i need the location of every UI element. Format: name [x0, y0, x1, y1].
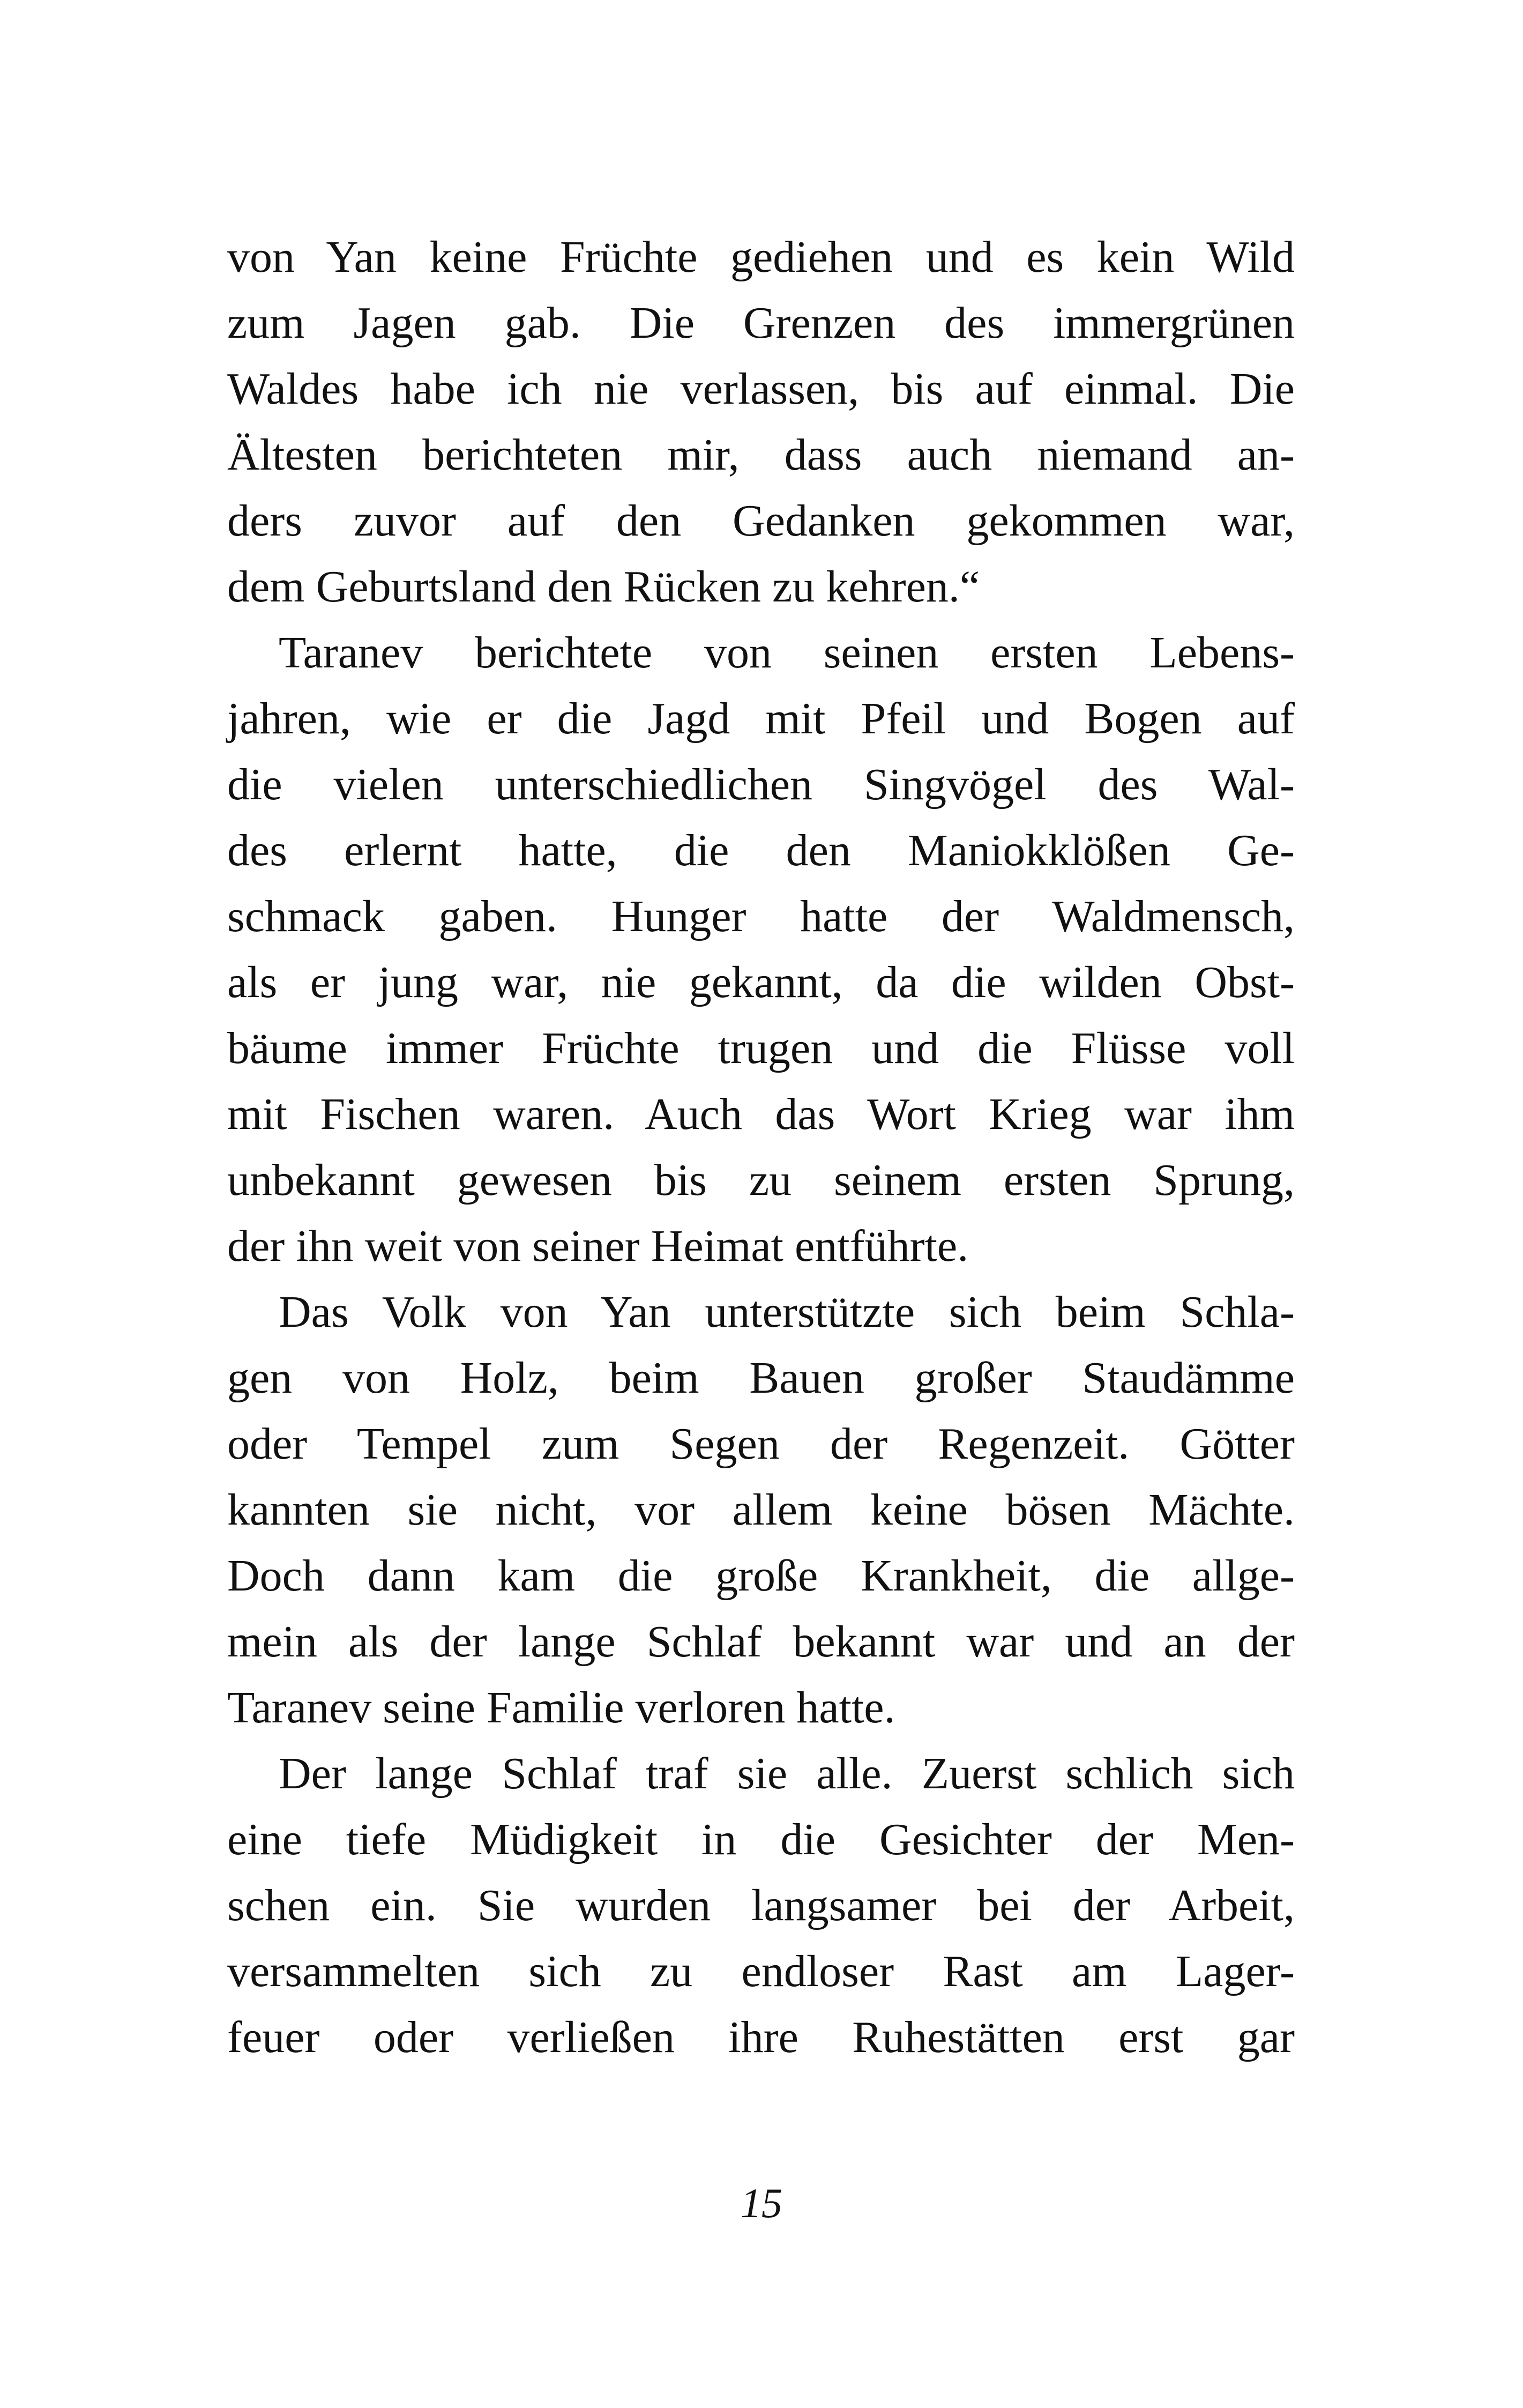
text-line: mit Fischen waren. Auch das Wort Krieg war ihm — [227, 1089, 1295, 1139]
text-line: des erlernt hatte, die den Maniokklößen Ge- — [227, 826, 1295, 875]
text-line: die vielen unterschiedlichen Singvögel des Wal- — [227, 760, 1295, 809]
text-line: Waldes habe ich nie verlassen, bis auf einmal. Die — [227, 364, 1295, 414]
text-line: jahren, wie er die Jagd mit Pfeil und Bogen auf — [227, 694, 1295, 744]
text-line: gen von Holz, beim Bauen großer Staudämme — [227, 1353, 1295, 1403]
page-number: 15 — [741, 2180, 782, 2226]
text-line: ders zuvor auf den Gedanken gekommen war, — [227, 496, 1295, 546]
text-line: dem Geburtsland den Rücken zu kehren.“ — [227, 562, 980, 612]
text-line: zum Jagen gab. Die Grenzen des immergrünen — [227, 298, 1295, 348]
text-line: Das Volk von Yan unterstützte sich beim Schla- — [279, 1287, 1295, 1337]
text-line: mein als der lange Schlaf bekannt war und an der — [227, 1617, 1295, 1667]
text-line: schmack gaben. Hunger hatte der Waldmensch, — [227, 891, 1295, 941]
text-line: eine tiefe Müdigkeit in die Gesichter der Men- — [227, 1815, 1295, 1864]
text-line: Der lange Schlaf traf sie alle. Zuerst schlich sich — [279, 1749, 1295, 1798]
text-line: unbekannt gewesen bis zu seinem ersten Sprung, — [227, 1155, 1295, 1205]
body-text — [227, 224, 1295, 2070]
text-line: bäume immer Früchte trugen und die Flüsse voll — [227, 1023, 1295, 1073]
text-line: Ältesten berichteten mir, dass auch niemand an- — [227, 430, 1295, 480]
text-line: von Yan keine Früchte gediehen und es kein Wild — [227, 232, 1295, 282]
text-line: Doch dann kam die große Krankheit, die allge- — [227, 1551, 1295, 1601]
text-line: oder Tempel zum Segen der Regenzeit. Götter — [227, 1419, 1295, 1469]
text-line: schen ein. Sie wurden langsamer bei der Arbeit, — [227, 1881, 1295, 1930]
text-line: Taranev berichtete von seinen ersten Lebens- — [279, 628, 1295, 678]
text-line: versammelten sich zu endloser Rast am Lager- — [227, 1946, 1295, 1996]
text-line: als er jung war, nie gekannt, da die wilden Obst- — [227, 957, 1295, 1007]
text-line: der ihn weit von seiner Heimat entführte. — [227, 1221, 969, 1271]
text-line: feuer oder verließen ihre Ruhestätten erst gar — [227, 2012, 1295, 2062]
text-line: kannten sie nicht, vor allem keine bösen Mächte. — [227, 1485, 1295, 1535]
text-line: Taranev seine Familie verloren hatte. — [227, 1683, 895, 1733]
